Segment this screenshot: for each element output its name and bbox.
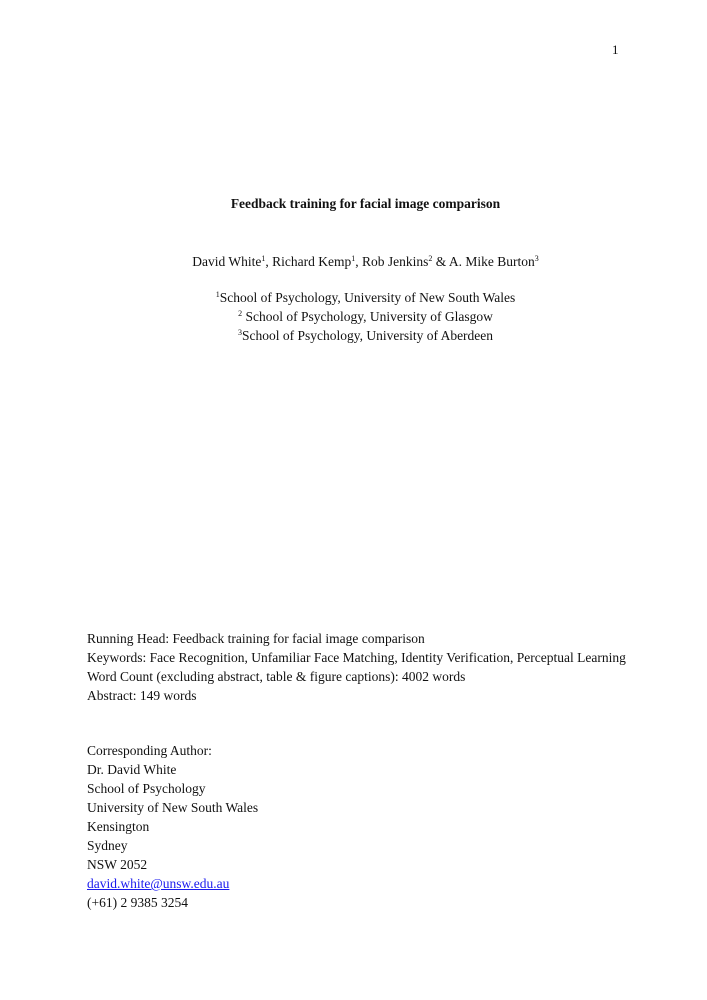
- affiliation-list: [0, 288, 707, 345]
- contact-suburb: Kensington: [87, 819, 150, 834]
- affiliation-mark: 3: [237, 328, 242, 337]
- page-number: 1: [612, 42, 619, 57]
- word-count: Word Count (excluding abstract, table & figure captions): 4002 words: [87, 669, 466, 684]
- contact-city: Sydney: [87, 838, 128, 853]
- affiliation-line: [0, 307, 707, 326]
- author-separator: ,: [265, 254, 273, 269]
- author-affiliation-mark: 1: [351, 254, 356, 263]
- author-name: Rob Jenkins: [361, 254, 429, 269]
- corresponding-author: [87, 741, 627, 912]
- manuscript-meta: [87, 629, 627, 705]
- contact-heading: Corresponding Author:: [87, 743, 212, 758]
- paper-title: Feedback training for facial image comparison: [230, 196, 501, 211]
- author-affiliation-mark: 2: [428, 254, 433, 263]
- running-head: Running Head: Feedback training for facial image comparison: [87, 631, 425, 646]
- contact-email-link[interactable]: david.white@unsw.edu.au: [87, 876, 230, 891]
- author-list: [0, 254, 707, 270]
- affiliation-text: School of Psychology, University of Aberdeen: [241, 328, 494, 343]
- author-name: David White: [192, 254, 262, 269]
- abstract-count: Abstract: 149 words: [87, 688, 197, 703]
- affiliation-text: School of Psychology, University of New South Wales: [219, 290, 516, 305]
- affiliation-text: School of Psychology, University of Glasgow: [242, 309, 493, 324]
- contact-university: University of New South Wales: [87, 800, 259, 815]
- affiliation-mark: 2: [238, 309, 243, 318]
- contact-phone: (+61) 2 9385 3254: [87, 895, 188, 910]
- keywords: Keywords: Face Recognition, Unfamiliar Face Matching, Identity Verification, Perceptual Learning: [87, 650, 626, 665]
- contact-postcode: NSW 2052: [87, 857, 148, 872]
- affiliation-line: [0, 326, 707, 345]
- author-name: Richard Kemp: [272, 254, 352, 269]
- affiliation-line: [0, 288, 707, 307]
- author-affiliation-mark: 1: [261, 254, 266, 263]
- author-name: A. Mike Burton: [448, 254, 535, 269]
- contact-name: Dr. David White: [87, 762, 177, 777]
- author-separator: ,: [355, 254, 362, 269]
- contact-department: School of Psychology: [87, 781, 206, 796]
- affiliation-mark: 1: [215, 290, 220, 299]
- contact-email-line: [87, 874, 627, 893]
- author-separator: &: [432, 254, 449, 269]
- author-affiliation-mark: 3: [534, 254, 539, 263]
